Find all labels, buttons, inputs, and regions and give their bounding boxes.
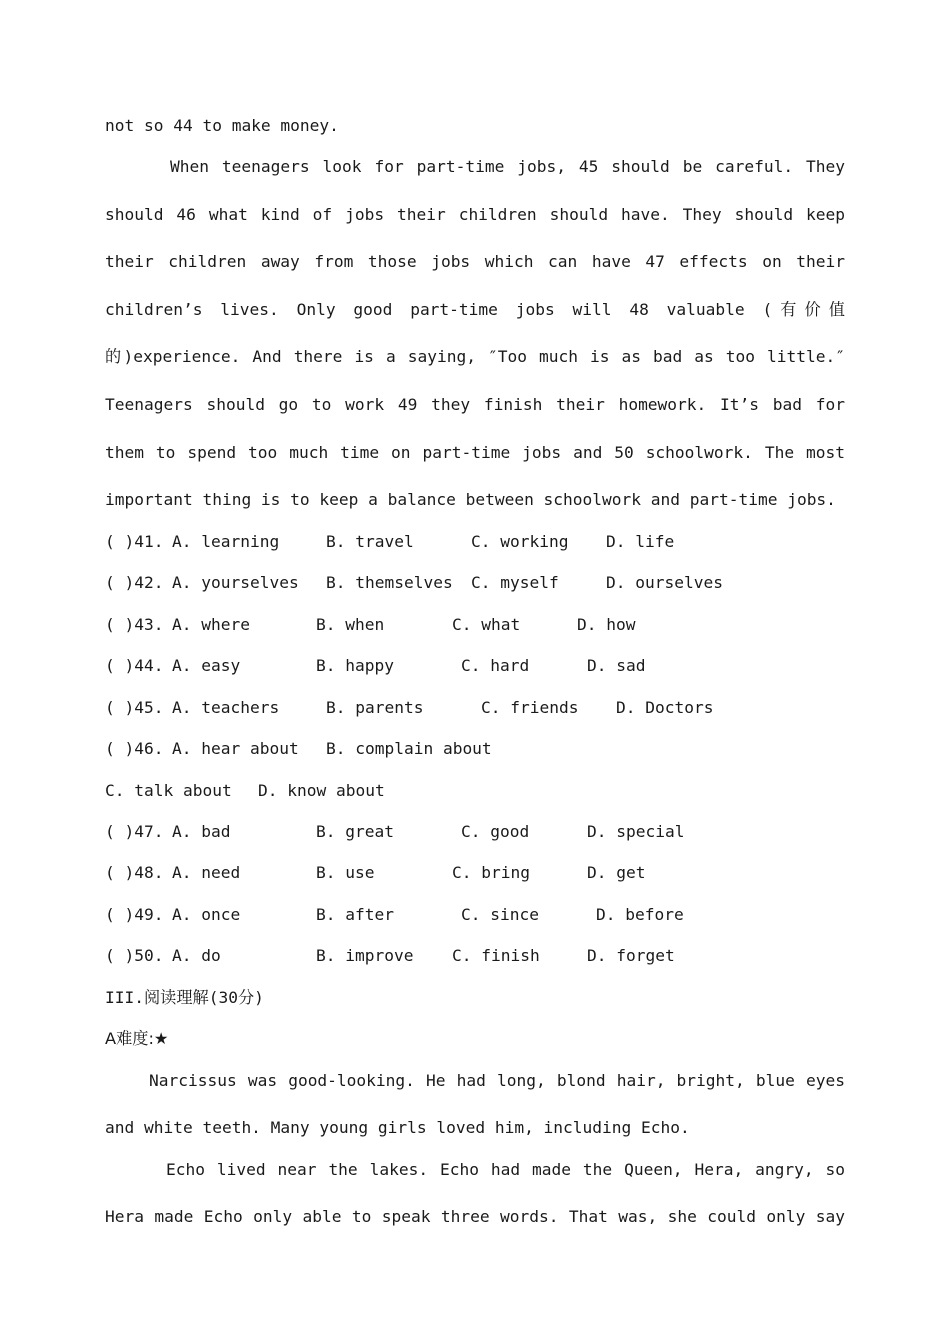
option-c: C. hard — [461, 656, 530, 675]
option-b: B. happy — [316, 656, 394, 675]
option-a: A. need — [172, 863, 241, 882]
passage-line: should 46 what kind of jobs their children should have. They should keep — [105, 205, 845, 224]
option-a: A. do — [172, 946, 221, 965]
option-d: D. how — [577, 615, 636, 634]
option-a: A. hear about — [172, 739, 299, 758]
option-b: B. use — [316, 863, 375, 882]
passage-line: 的)experience. And there is a saying, ″Too much is as bad as too little.″ — [105, 347, 845, 366]
question-number: ( )43. — [105, 615, 164, 634]
option-b: B. complain about — [326, 739, 492, 758]
question-number: ( )47. — [105, 822, 164, 841]
reading-line: Narcissus was good-looking. He had long, blond hair, bright, blue eyes — [149, 1071, 845, 1090]
option-c: C. finish — [452, 946, 540, 965]
option-b: B. parents — [326, 698, 424, 717]
passage-line: not so 44 to make money. — [105, 116, 339, 135]
option-a: A. easy — [172, 656, 241, 675]
question-number: ( )41. — [105, 532, 164, 551]
question-number: ( )46. — [105, 739, 164, 758]
passage-line: Teenagers should go to work 49 they finish their homework. It’s bad for — [105, 395, 845, 414]
question-number: ( )42. — [105, 573, 164, 592]
option-a: A. bad — [172, 822, 231, 841]
section-subheading: A难度:★ — [105, 1029, 169, 1048]
option-a: A. teachers — [172, 698, 280, 717]
reading-line: and white teeth. Many young girls loved him, including Echo. — [105, 1118, 690, 1137]
option-a: A. where — [172, 615, 250, 634]
reading-line: Hera made Echo only able to speak three words. That was, she could only say — [105, 1207, 845, 1226]
option-c: C. bring — [452, 863, 530, 882]
passage-line: important thing is to keep a balance between schoolwork and part-time jobs. — [105, 490, 836, 509]
option-d: D. sad — [587, 656, 646, 675]
option-b: B. when — [316, 615, 385, 634]
question-number: ( )48. — [105, 863, 164, 882]
option-c: C. what — [452, 615, 521, 634]
option-d: D. get — [587, 863, 646, 882]
option-a: A. learning — [172, 532, 280, 551]
option-d: D. special — [587, 822, 685, 841]
option-c: C. working — [471, 532, 569, 551]
option-c: C. good — [461, 822, 530, 841]
option-c: C. myself — [471, 573, 559, 592]
option-c: C. talk about — [105, 781, 232, 800]
question-number: ( )45. — [105, 698, 164, 717]
option-d: D. forget — [587, 946, 675, 965]
option-b: B. themselves — [326, 573, 453, 592]
option-b: B. after — [316, 905, 394, 924]
passage-line: When teenagers look for part-time jobs, 45 should be careful. They — [170, 157, 845, 176]
option-d: D. life — [606, 532, 675, 551]
option-c: C. friends — [481, 698, 579, 717]
option-d: D. before — [596, 905, 684, 924]
option-b: B. improve — [316, 946, 414, 965]
question-number: ( )49. — [105, 905, 164, 924]
section-heading: III.阅读理解(30分) — [105, 988, 264, 1007]
option-b: B. travel — [326, 532, 414, 551]
option-b: B. great — [316, 822, 394, 841]
option-c: C. since — [461, 905, 539, 924]
option-d: D. ourselves — [606, 573, 723, 592]
question-number: ( )50. — [105, 946, 164, 965]
option-a: A. once — [172, 905, 241, 924]
passage-line: them to spend too much time on part-time jobs and 50 schoolwork. The most — [105, 443, 845, 462]
option-a: A. yourselves — [172, 573, 299, 592]
option-d: D. Doctors — [616, 698, 714, 717]
passage-line: their children away from those jobs which can have 47 effects on their — [105, 252, 845, 271]
passage-line: children’s lives. Only good part-time jobs will 48 valuable (有价值 — [105, 300, 845, 319]
question-number: ( )44. — [105, 656, 164, 675]
reading-line: Echo lived near the lakes. Echo had made the Queen, Hera, angry, so — [166, 1160, 845, 1179]
option-d: D. know about — [258, 781, 385, 800]
